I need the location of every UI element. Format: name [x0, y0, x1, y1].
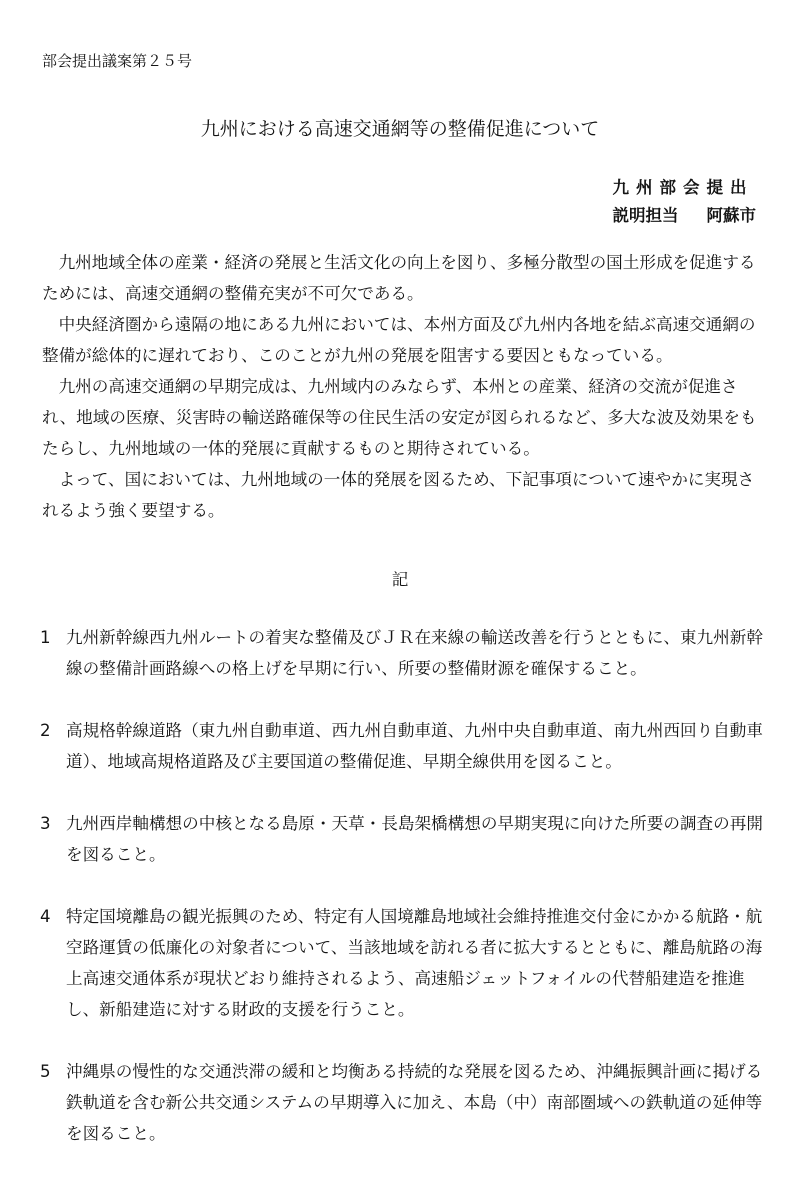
item-number: 2 — [40, 721, 51, 740]
explainer-line — [613, 202, 757, 230]
item-text: 九州新幹線西九州ルートの着実な整備及びＪＲ在来線の輸送改善を行うとともに、東九州新幹線の整備計画路線への格上げを早期に行い、所要の整備財源を確保すること。 — [66, 628, 763, 678]
item-number: 5 — [40, 1062, 51, 1081]
list-item — [40, 1056, 770, 1149]
list-item — [40, 622, 770, 684]
body-paragraph-4: よって、国においては、九州地域の一体的発展を図るため、下記事項について速やかに実現されるよう強く要望する。 — [42, 470, 755, 520]
item-text: 九州西岸軸構想の中核となる島原・天草・長島架橋構想の早期実現に向けた所要の調査の再開を図ること。 — [66, 814, 763, 864]
document-number: 部会提出議案第２５号 — [42, 52, 193, 70]
page-title: 九州における高速交通網等の整備促進について — [200, 118, 600, 140]
explainer-label: 説明担当 — [612, 206, 679, 225]
submitter: 九州部会提出 — [612, 178, 754, 197]
item-number: 1 — [40, 628, 51, 647]
body-paragraph-1: 九州地域全体の産業・経済の発展と生活文化の向上を図り、多極分散型の国土形成を促進するためには、高速交通網の整備充実が不可欠である。 — [42, 253, 756, 303]
explainer-name: 阿蘇市 — [706, 206, 756, 225]
item-text: 沖縄県の慢性的な交通渋滞の緩和と均衡ある持続的な発展を図るため、沖縄振興計画に掲げる鉄軌道を含む新公共交通システムの早期導入に加え、本島（中）南部圏域への鉄軌道の延伸等を図ること。 — [66, 1062, 763, 1143]
item-number: 3 — [40, 814, 51, 833]
body-paragraph-3: 九州の高速交通網の早期完成は、九州域内のみならず、本州との産業、経済の交流が促進され、地域の医療、災害時の輸送路確保等の住民生活の安定が図られるなど、多大な波及効果をもたらし、九州地域の一体的発展に貢献するものと期待されている。 — [42, 377, 757, 458]
item-number: 4 — [40, 907, 51, 926]
list-item — [40, 808, 770, 870]
list-item — [40, 715, 770, 777]
request-items — [40, 622, 770, 1149]
ki-heading: 記 — [391, 570, 409, 589]
submitter-block — [613, 174, 757, 230]
list-item — [40, 901, 770, 1025]
item-text: 高規格幹線道路（東九州自動車道、西九州自動車道、九州中央自動車道、南九州西回り自動車道）、地域高規格道路及び主要国道の整備促進、早期全線供用を図ること。 — [66, 721, 763, 771]
item-text: 特定国境離島の観光振興のため、特定有人国境離島地域社会維持推進交付金にかかる航路・航空路運賃の低廉化の対象者について、当該地域を訪れる者に拡大するとともに、離島航路の海上高速交通体系が現状どおり維持されるよう、高速船ジェットフォイルの代替船建造を推進し、新船建造に対する財政的支援を行うこと。 — [66, 907, 763, 1019]
body-text — [42, 247, 764, 526]
body-paragraph-2: 中央経済圏から遠隔の地にある九州においては、本州方面及び九州内各地を結ぶ高速交通網の整備が総体的に遅れており、このことが九州の発展を阻害する要因ともなっている。 — [42, 315, 756, 365]
